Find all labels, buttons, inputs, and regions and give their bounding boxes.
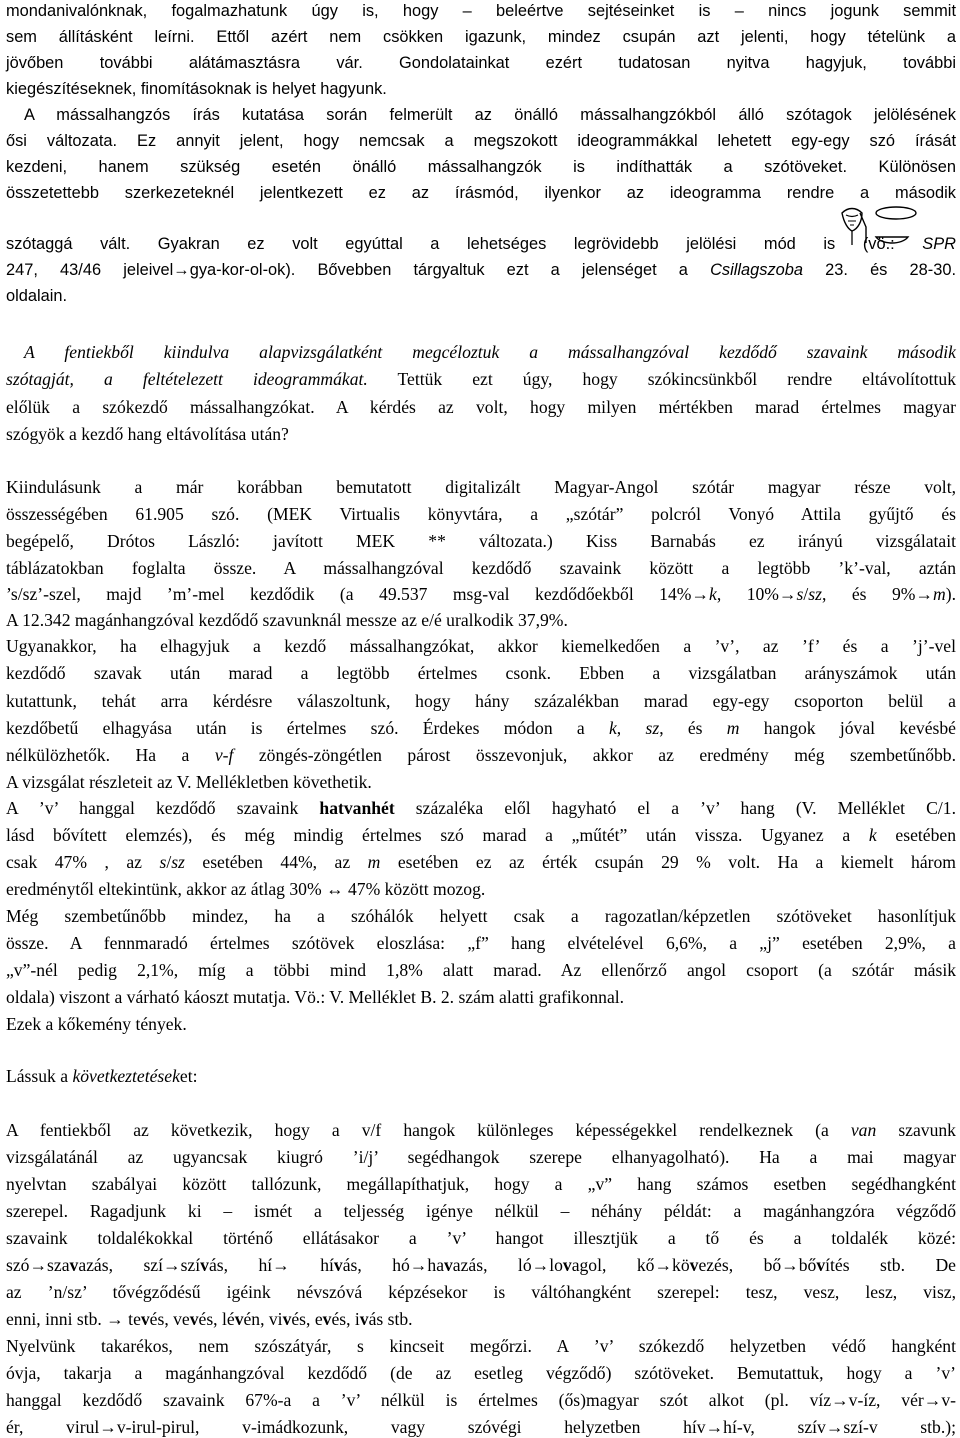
text-line: kezdőbetű elhagyása után is értelmes szó. Érdekes módon a k, sz, és m hangok jóval kevésbé [6,718,956,738]
text-line: kezdődő szavak után marad a legtöbb értelmes csonk. Ebben a vizsgálatban arányszámok után [6,663,956,683]
text-line: oldalain. [6,287,68,305]
text-line: vizsgálatánál az ugyancsak kiugró ’i/j’ segédhangok szerepe elhanyagolható). Ha a mai magyar [6,1147,956,1167]
text-line: jövőben további alátámasztásra vár. Gondolatainkat ezért tudatosan nyitva hagyjuk, további [6,54,956,72]
text-line: kezdeni, hanem szükség esetén önálló mássalhangzók is indíthatták a szótöveket. Különösen [6,158,956,176]
text-line: összetettebb szerkezeteknél jelentkezett ez az írásmód, ilyenkor az ideogramma rendre a második [6,184,956,202]
text-line: A mássalhangzós írás kutatása során felmerült az önálló mássalhangzókból álló szótagok jelölésének [24,106,956,124]
text-line: szótaggá vált. Gyakran ez volt egyúttal a lehetséges legrövidebb jelölési mód is (vö.: SPR [6,235,956,253]
text-line: begépelő, Drótos László: javított MEK ** változata.) Kiss Barnabás ez irányú vizsgálatait [6,531,956,551]
text-line: Ezek a kőkemény tények. [6,1014,187,1034]
text-line: A 12.342 magánhangzóval kezdődő szavunknál messze az e/é uralkodik 37,9%. [6,610,568,630]
text-line: nyelvtan szabályai között tallózunk, megállapíthatjuk, hogy a „v” hang számos esetben segédhangként [6,1174,956,1194]
text-line: ’s/sz’-szel, majd ’m’-mel kezdődik (a 49.537 msg-val kezdődőekből 14%→k, 10%→s/sz, és 9%→m). [6,584,956,604]
text-line: enni, inni stb. → tevés, vevés, lévén, vivés, evés, ivás stb. [6,1309,413,1329]
text-line: csak 47% , az s/sz esetében 44%, az m esetében ez az érték csupán 29 % volt. Ha a kiemelt három [6,852,956,872]
text-line: összességében 61.905 szó. (MEK Virtualis könyvtára, a „szótár” polcról Vonyó Attila gyűjtő és [6,504,956,524]
text-line: ősi változata. Ez annyit jelent, hogy nemcsak a megszokott ideogrammákkal lehetett egy-egy szó írását [6,132,956,150]
text-line: oldala) viszont a várható káoszt mutatja. Vö.: V. Melléklet B. 2. szám alatti grafikonnal. [6,987,625,1007]
text-line: óvja, takarja a magánhangzóval kezdődő (de az esetleg végződő) szótöveket. Bemutattuk, hogy a ’v’ [6,1363,956,1383]
text-line: sem állításként leírni. Ettől azért nem csökken igazunk, mindez csupán azt jelenti, hogy tételünk a [6,28,956,46]
text-line: Ugyanakkor, ha elhagyjuk a kezdő mássalhangzókat, akkor kiemelkedően a ’v’, az ’f’ és a ’j’-vel [6,636,956,656]
text-line: kutattunk, tehát arra kérdésre válaszoltunk, hogy hány százalékban marad egy-egy csoporton belül a [6,691,956,711]
text-line: ér, virul→v-irul-pirul, v-imádkozunk, vagy szóvégi helyzetben hív→hí-v, szív→szí-v stb.); [6,1417,956,1437]
text-line: A fentiekből kiindulva alapvizsgálatként megcéloztuk a mássalhangzóval kezdődő szavaink második [24,342,956,362]
text-line: szerepel. Ragadjunk ki – ismét a teljesség igénye nélkül – néhány példát: a magánhangzóra végződő [6,1201,956,1221]
text-line: kiegészítéseknek, finomításoknak is helyet hagyunk. [6,80,387,98]
text-line: Még szembetűnőbb mindez, ha a szóhálók helyett csak a ragozatlan/képzetlen szótöveket hasonlítjuk [6,906,956,926]
text-line: szógyök a kezdő hang eltávolítása után? [6,424,289,444]
text-line: szó→szavazás, szí→szívás, hí→ hívás, hó→havazás, ló→lovagol, kő→kövezés, bő→bővítés stb. De [6,1255,956,1275]
text-line: A fentiekből az következik, hogy a v/f hangok különleges képességekkel rendelkeznek (a van szavunk [6,1120,956,1140]
text-line: Nyelvünk takarékos, nem szószátyár, s kincseit megőrzi. A ’v’ szókezdő helyzetben védő hangként [6,1336,956,1356]
text-line: 247, 43/46 jeleivel→gya-kor-ol-ok). Bővebben tárgyaltuk ezt a jelenséget a Csillagszoba 23. és 28-30. [6,261,956,279]
text-line: „v”-nél pedig 2,1%, míg a többi mind 1,8% alatt marad. Az ellenőrző angol csoport (a szótár másik [6,960,956,980]
text-line: A vizsgálat részleteit az V. Mellékletben követhetik. [6,772,372,792]
text-line: Lássuk a következtetéseket: [6,1066,198,1086]
text-line: össze. A fennmaradó értelmes szótövek eloszlása: „f” hang elvételével 6,6%, a „j” esetében 2,9%, a [6,933,956,953]
text-line: A ’v’ hanggal kezdődő szavaink hatvanhét százaléka elől hagyható el a ’v’ hang (V. Melléklet C/1. [6,798,956,818]
text-line: táblázatokban foglalta össze. A mássalhangzóval kezdődő szavaink között a legtöbb ’k’-val, aztán [6,558,956,578]
hieroglyph-icon [838,205,918,249]
text-line: Kiindulásunk a már korábban bemutatott digitalizált Magyar-Angol szótár magyar része volt, [6,477,956,497]
text-line: nélkülözhetők. Ha a v-f zöngés-zöngétlen párost összevonjuk, akkor az eredmény még szembetűnőbb. [6,745,956,765]
text-line: szótagját, a feltételezett ideogrammákat. Tettük ezt úgy, hogy szókincsünkből rendre eltávolítottuk [6,369,956,389]
text-line: előlük a szókezdő mássalhangzókat. A kérdés az volt, hogy milyen mértékben marad értelmes magyar [6,397,956,417]
text-line: az ’n/sz’ tővégződésű igéink névszóvá képzésekor is váltóhangként szerepel: tesz, vesz, lesz, visz, [6,1282,956,1302]
text-line: eredménytől eltekintünk, akkor az átlag 30% ↔ 47% között mozog. [6,879,486,899]
text-line: szavaink toldalékokkal történő ellátásakor a ’v’ hangot illesztjük a tő és a toldalék közé: [6,1228,956,1248]
text-line: hanggal kezdődő szavaink 67%-a a ’v’ nélkül is értelmes (ős)magyar szót alkot (pl. víz→v-íz, vér→v- [6,1390,956,1410]
text-line: lásd bővített elemzés), és még mindig értelmes szó marad a „műtét” után vissza. Ugyanez a k esetében [6,825,956,845]
text-line: mondanivalónknak, fogalmazhatunk úgy is, hogy – beleértve sejtéseinket is – nincs jogunk semmit [6,2,956,20]
